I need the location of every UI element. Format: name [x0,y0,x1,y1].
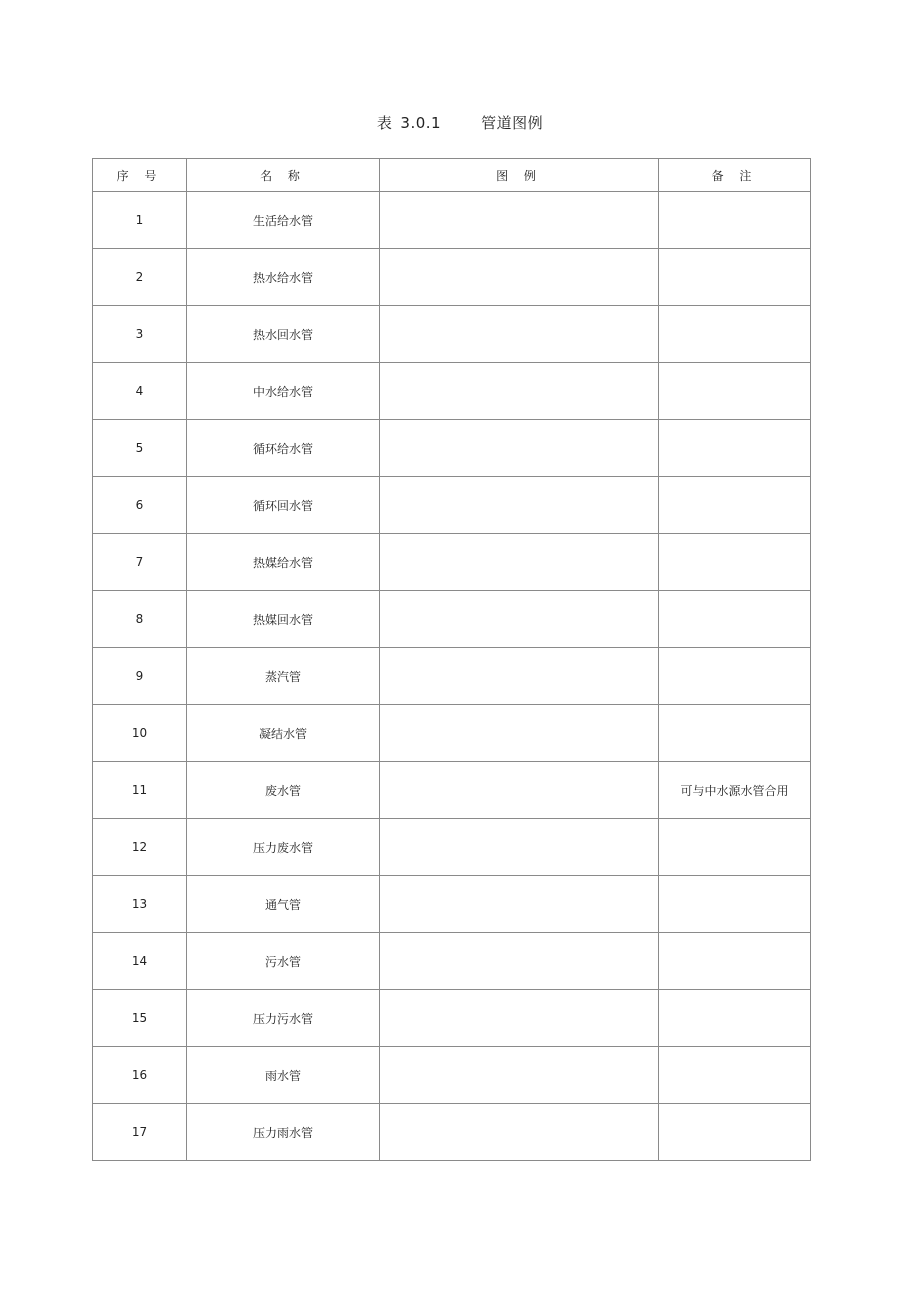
table-row [93,648,811,705]
remark-cell [659,477,811,534]
header-legend-symbol: 图 例 [380,159,659,192]
table-row [93,249,811,306]
serial-number-cell: 10 [93,705,187,762]
table-row [93,762,811,819]
pipe-name-cell: 循环回水管 [187,477,380,534]
serial-number-cell: 3 [93,306,187,363]
serial-number-cell: 4 [93,363,187,420]
remark-cell [659,306,811,363]
remark-cell [659,1104,811,1161]
serial-number-cell: 9 [93,648,187,705]
legend-symbol-cell [380,819,659,876]
table-title-text: 管道图例 [481,114,544,132]
remark-cell [659,990,811,1047]
remark-cell [659,249,811,306]
table-row [93,534,811,591]
remark-cell [659,420,811,477]
remark-cell [659,363,811,420]
remark-cell [659,819,811,876]
legend-symbol-cell [380,420,659,477]
pipe-legend-table [92,158,811,1161]
header-name: 名 称 [187,159,380,192]
serial-number-cell: 11 [93,762,187,819]
serial-number-cell: 14 [93,933,187,990]
pipe-name-cell: 中水给水管 [187,363,380,420]
serial-number-cell: 6 [93,477,187,534]
legend-symbol-cell [380,249,659,306]
pipe-name-cell: 废水管 [187,762,380,819]
table-row [93,420,811,477]
legend-symbol-cell [380,1047,659,1104]
serial-number-cell: 7 [93,534,187,591]
serial-number-cell: 13 [93,876,187,933]
serial-number-cell: 16 [93,1047,187,1104]
table-row [93,933,811,990]
header-remark: 备 注 [659,159,811,192]
pipe-name-cell: 压力雨水管 [187,1104,380,1161]
remark-cell: 可与中水源水管合用 [659,762,811,819]
legend-symbol-cell [380,648,659,705]
pipe-name-cell: 热水给水管 [187,249,380,306]
legend-symbol-cell [380,591,659,648]
table-row [93,876,811,933]
remark-cell [659,591,811,648]
table-row [93,591,811,648]
header-serial-number: 序 号 [93,159,187,192]
legend-symbol-cell [380,1104,659,1161]
serial-number-cell: 2 [93,249,187,306]
legend-symbol-cell [380,876,659,933]
serial-number-cell: 5 [93,420,187,477]
pipe-name-cell: 蒸汽管 [187,648,380,705]
legend-symbol-cell [380,990,659,1047]
legend-symbol-cell [380,534,659,591]
pipe-name-cell: 压力废水管 [187,819,380,876]
table-row [93,1047,811,1104]
legend-symbol-cell [380,192,659,249]
pipe-name-cell: 通气管 [187,876,380,933]
remark-cell [659,648,811,705]
pipe-name-cell: 凝结水管 [187,705,380,762]
legend-symbol-cell [380,306,659,363]
legend-symbol-cell [380,762,659,819]
table-title [0,111,920,135]
legend-symbol-cell [380,933,659,990]
remark-cell [659,705,811,762]
pipe-name-cell: 生活给水管 [187,192,380,249]
pipe-name-cell: 压力污水管 [187,990,380,1047]
table-row [93,306,811,363]
pipe-name-cell: 循环给水管 [187,420,380,477]
table-row [93,1104,811,1161]
table-row [93,990,811,1047]
legend-symbol-cell [380,477,659,534]
serial-number-cell: 1 [93,192,187,249]
remark-cell [659,192,811,249]
remark-cell [659,876,811,933]
serial-number-cell: 8 [93,591,187,648]
serial-number-cell: 15 [93,990,187,1047]
remark-cell [659,1047,811,1104]
table-row [93,192,811,249]
table-row [93,819,811,876]
legend-symbol-cell [380,705,659,762]
legend-symbol-cell [380,363,659,420]
pipe-name-cell: 热媒给水管 [187,534,380,591]
table-row [93,363,811,420]
pipe-name-cell: 雨水管 [187,1047,380,1104]
table-title-prefix: 表 [376,114,393,132]
pipe-name-cell: 热水回水管 [187,306,380,363]
serial-number-cell: 17 [93,1104,187,1161]
pipe-name-cell: 热媒回水管 [187,591,380,648]
table-row [93,705,811,762]
serial-number-cell: 12 [93,819,187,876]
table-row [93,477,811,534]
table-number: 3.0.1 [400,114,442,132]
remark-cell [659,933,811,990]
remark-cell [659,534,811,591]
pipe-name-cell: 污水管 [187,933,380,990]
header-row [93,159,811,192]
